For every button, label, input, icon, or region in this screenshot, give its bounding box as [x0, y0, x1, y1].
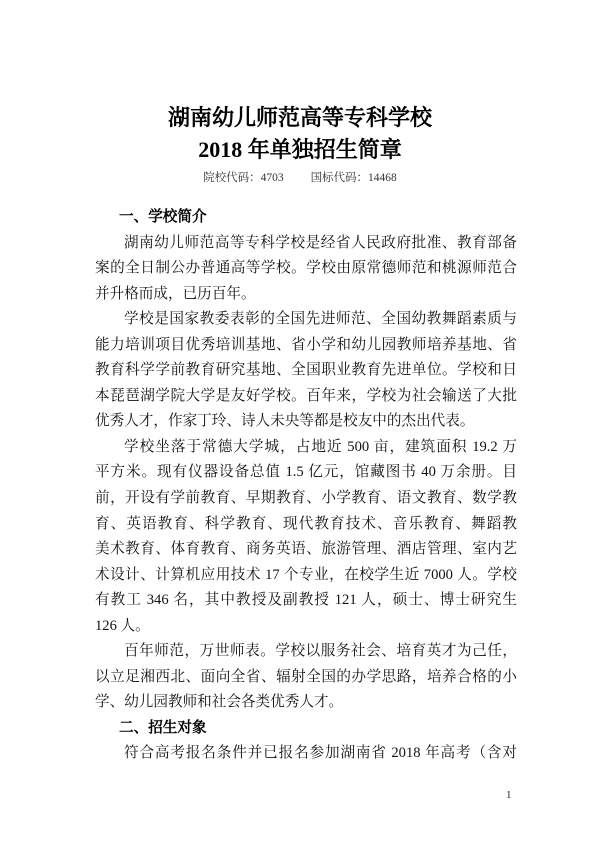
paragraph-line: 126 人。: [95, 617, 150, 634]
paragraph: [95, 231, 517, 308]
paragraph-line: 教育科学学前教育研究基地、全国职业教育先进单位。学校和日: [95, 362, 517, 379]
page-number: 1: [506, 789, 512, 801]
section-school-intro: [95, 205, 517, 716]
paragraph: [95, 741, 517, 767]
section-heading: 一、学校简介: [119, 209, 207, 225]
paragraph: [95, 639, 517, 716]
paragraph-line: 并升格而成，已历百年。: [95, 285, 256, 302]
school-code: 院校代码：4703: [203, 172, 284, 184]
paragraph-line: 符合高考报名条件并已报名参加湖南省 2018 年高考（含对: [124, 745, 517, 762]
section-heading: 二、招生对象: [119, 719, 207, 736]
paragraph-line: 育、英语教育、科学教育、现代教育技术、音乐教育、舞蹈教: [95, 515, 517, 532]
page-subtitle: 2018 年单独招生简章: [198, 137, 402, 162]
paragraph: [95, 435, 517, 639]
paragraph-line: 湖南幼儿师范高等专科学校是经省人民政府批准、教育部备: [124, 234, 517, 251]
paragraph-line: 学、幼儿园教师和社会各类优秀人才。: [95, 694, 344, 711]
paragraph-line: 美术教育、体育教育、商务英语、旅游管理、酒店管理、室内艺: [95, 541, 517, 558]
document-body: [95, 205, 517, 767]
paragraph-line: 能力培训项目优秀培训基地、省小学和幼儿园教师培养基地、省: [95, 336, 517, 353]
paragraph: [95, 307, 517, 435]
paragraph-line: 学校坐落于常德大学城，占地近 500 亩，建筑面积 19.2 万: [124, 438, 517, 455]
paragraph-line: 以立足湘西北、面向全省、辐射全国的办学思路，培养合格的小: [95, 668, 517, 685]
paragraph-line: 前，开设有学前教育、早期教育、小学教育、语文教育、数学教: [95, 490, 517, 507]
paragraph-line: 有教工 346 名，其中教授及副教授 121 人，硕士、博士研究生: [95, 592, 517, 609]
paragraph-line: 学校是国家教委表彰的全国先进师范、全国幼教舞蹈素质与: [124, 311, 517, 328]
paragraph-line: 百年师范，万世师表。学校以服务社会、培育英才为己任，: [124, 643, 517, 660]
code-line: [0, 170, 600, 186]
paragraph-line: 案的全日制公办普通高等学校。学校由原常德师范和桃源师范合: [95, 260, 517, 277]
national-code: 国标代码：14468: [310, 172, 397, 184]
paragraph-line: 本琵琶湖学院大学是友好学校。百年来，学校为社会输送了大批: [95, 387, 517, 404]
paragraph-line: 术设计、计算机应用技术 17 个专业，在校学生近 7000 人。学校: [95, 566, 517, 583]
section-admission-target: [95, 716, 517, 767]
page-title: 湖南幼儿师范高等专科学校: [167, 105, 432, 130]
paragraph-line: 优秀人才，作家丁玲、诗人未央等都是校友中的杰出代表。: [95, 413, 475, 430]
paragraph-line: 平方米。现有仪器设备总值 1.5 亿元，馆藏图书 40 万余册。目: [95, 464, 517, 481]
